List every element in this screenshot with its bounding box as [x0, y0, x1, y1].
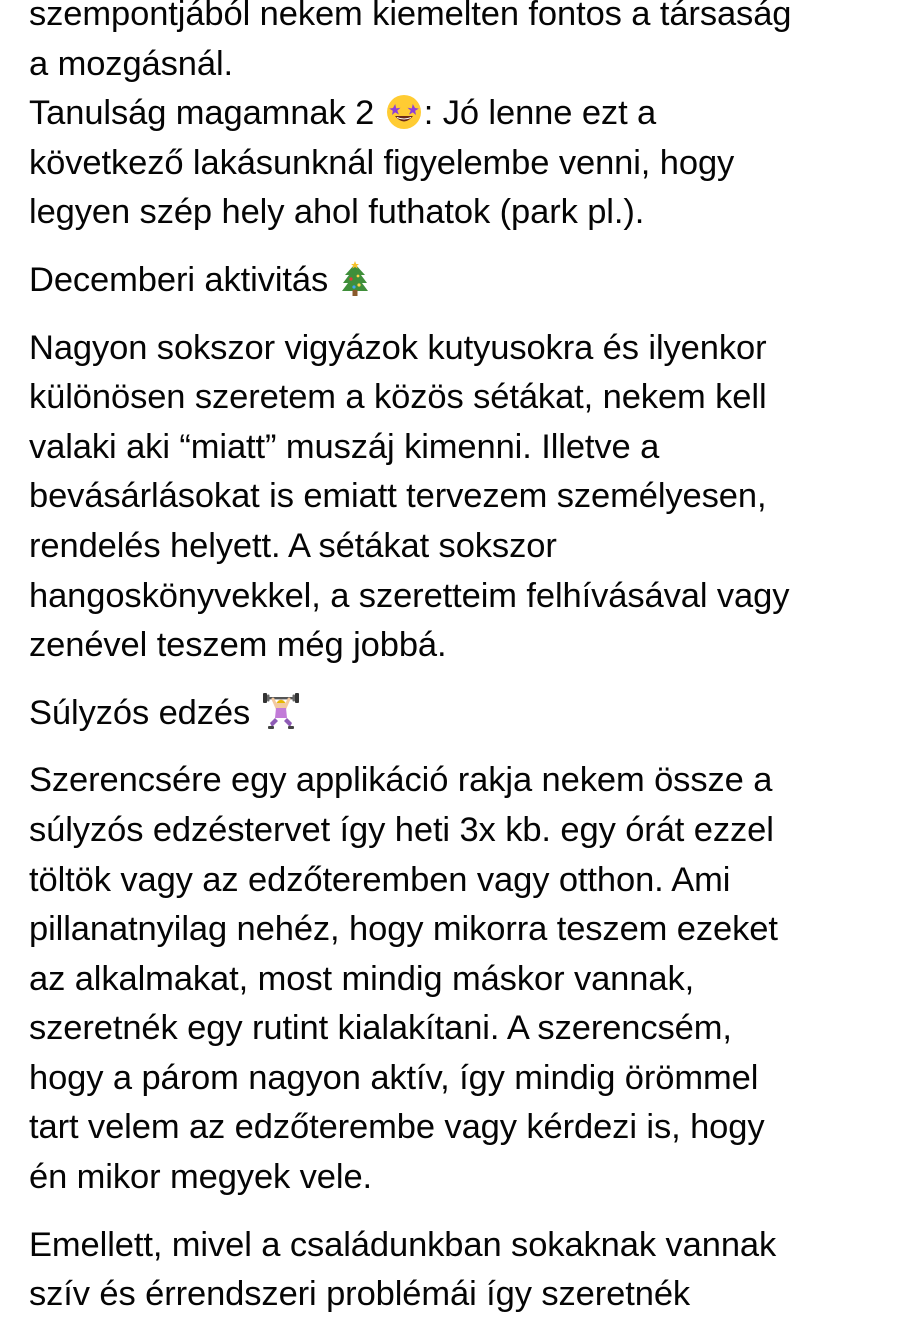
- weightlifter-emoji-icon: [262, 692, 300, 730]
- text-line: szeretnék egy rutint kialakítani. A szerencsém,: [29, 1009, 732, 1048]
- text-line: Emellett, mivel a családunkban sokaknak vannak: [29, 1225, 777, 1264]
- text-fragment: : Jó lenne ezt a: [423, 94, 657, 133]
- text-line: rendelés helyett. A sétákat sokszor: [29, 526, 557, 565]
- text-line: szempontjából nekem kiemelten fontos a társaság: [29, 0, 792, 33]
- text-line: az alkalmakat, most mindig máskor vannak,: [29, 959, 695, 998]
- text-line: töltök vagy az edzőteremben vagy otthon. Ami: [29, 860, 731, 899]
- text-line: [29, 89, 909, 139]
- text-line: bevásárlásokat is emiatt tervezem személyesen,: [29, 477, 767, 516]
- text-line: súlyzós edzéstervet így heti 3x kb. egy órát ezzel: [29, 810, 774, 849]
- text-line: valaki aki “miatt” muszáj kimenni. Illetve a: [29, 427, 660, 466]
- heading-weight-training: [29, 689, 909, 739]
- text-line: következő lakásunknál figyelembe venni, hogy: [29, 143, 735, 182]
- christmas-tree-emoji-icon: [340, 261, 370, 297]
- text-line: én mikor megyek vele.: [29, 1158, 373, 1197]
- heading-december-activity: [29, 256, 909, 306]
- text-line: Nagyon sokszor vigyázok kutyusokra és ilyenkor: [29, 328, 767, 367]
- paragraph-weight-training: [29, 756, 909, 1202]
- star-struck-emoji-icon: [386, 94, 422, 130]
- text-line: legyen szép hely ahol futhatok (park pl.).: [29, 193, 645, 232]
- text-line: szív és érrendszeri problémái így szeretnék: [29, 1275, 691, 1314]
- text-line: tart velem az edzőterembe vagy kérdezi is, hogy: [29, 1108, 765, 1147]
- text-line: Szerencsére egy applikáció rakja nekem össze a: [29, 761, 773, 800]
- text-line: zenével teszem még jobbá.: [29, 626, 447, 665]
- text-line: pillanatnyilag nehéz, hogy mikorra teszem ezeket: [29, 910, 778, 949]
- text-line: [29, 689, 909, 739]
- paragraph-family-health: [29, 1221, 909, 1320]
- text-line: különösen szeretem a közös sétákat, nekem kell: [29, 378, 767, 417]
- heading-text: Decemberi aktivitás: [29, 260, 329, 299]
- paragraph-december-activity: [29, 324, 909, 671]
- text-line: a mozgásnál.: [29, 44, 233, 83]
- paragraph-social-running: [29, 0, 909, 238]
- text-line: [29, 256, 909, 306]
- text-line: hogy a párom nagyon aktív, így mindig örömmel: [29, 1058, 759, 1097]
- text-fragment: Tanulság magamnak 2: [29, 94, 375, 133]
- text-line: hangoskönyvekkel, a szeretteim felhívásával vagy: [29, 576, 790, 615]
- heading-text: Súlyzós edzés: [29, 693, 251, 732]
- post-text: [29, 0, 909, 1338]
